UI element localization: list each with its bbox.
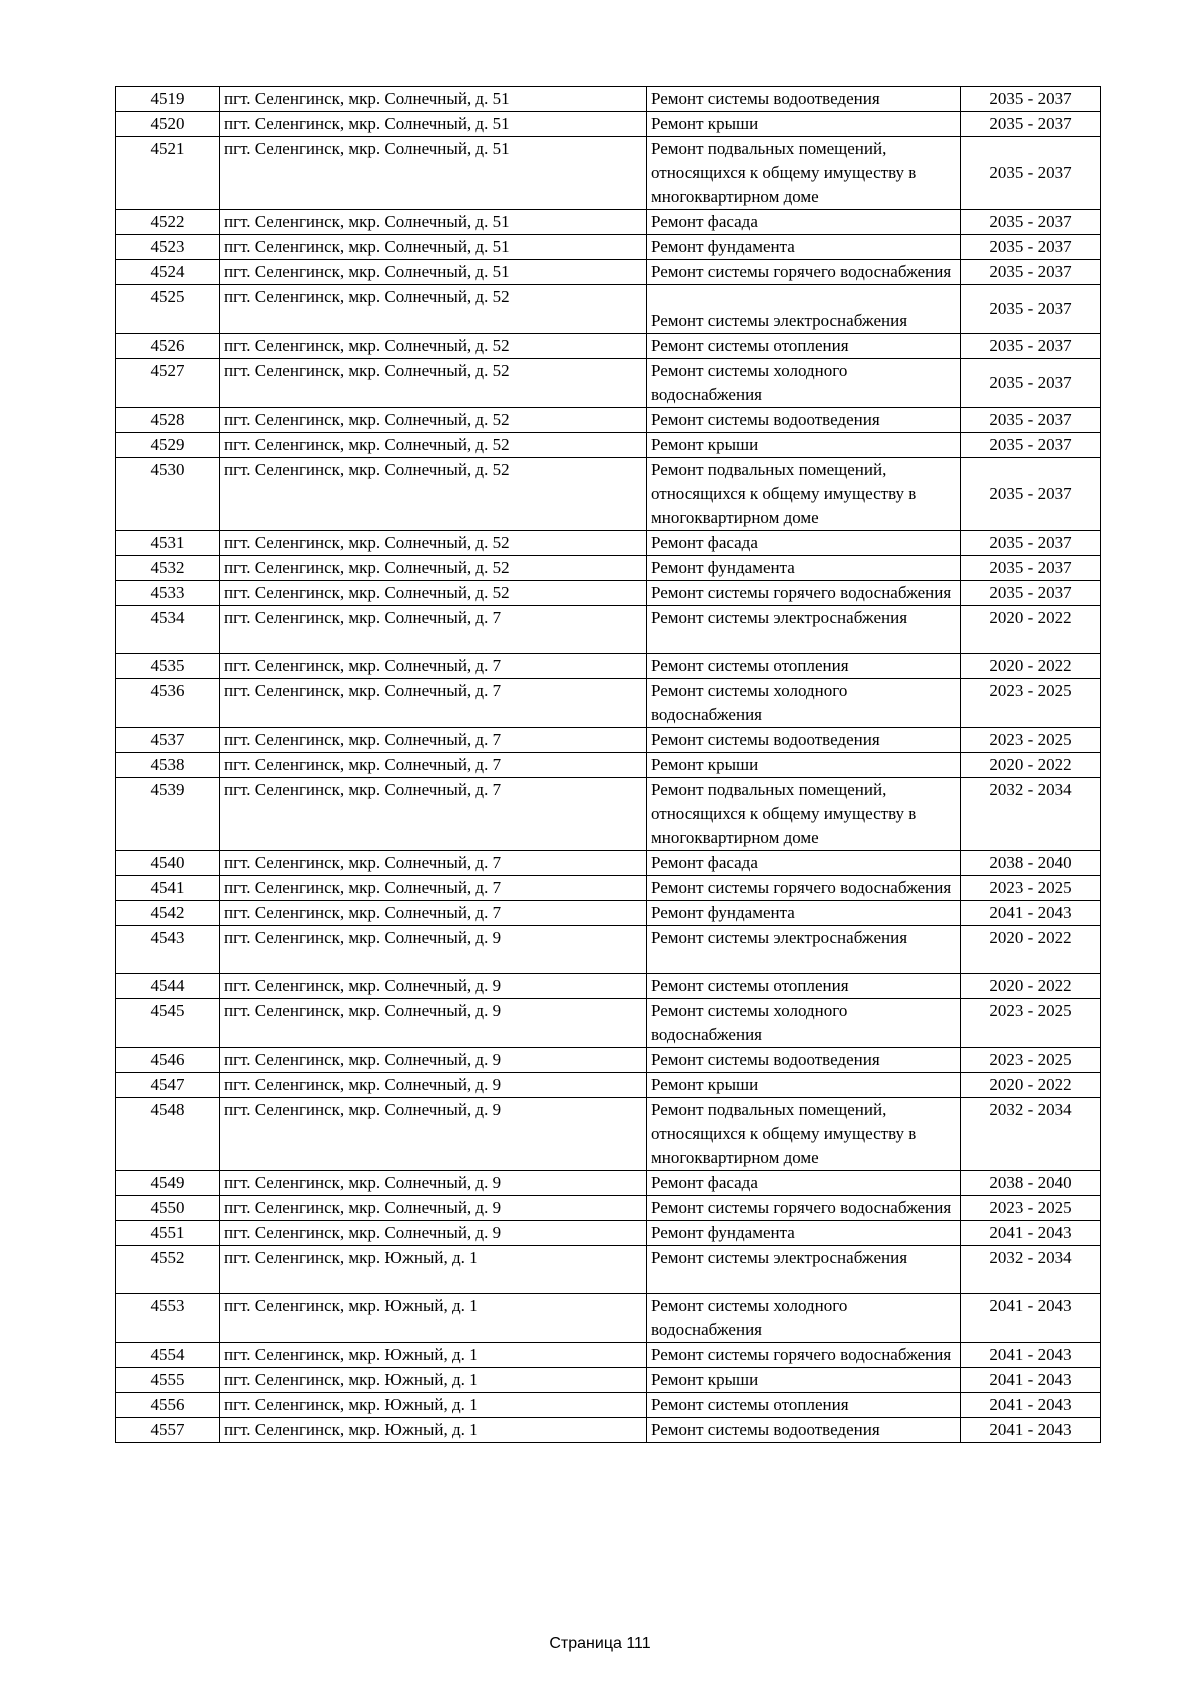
repair-schedule-table [115, 86, 1101, 1443]
work-type-cell: Ремонт фасада [647, 210, 961, 235]
row-number-cell: 4551 [116, 1221, 220, 1246]
row-number-cell: 4556 [116, 1393, 220, 1418]
work-type-cell: Ремонт крыши [647, 753, 961, 778]
table-row [116, 1343, 1101, 1368]
table-row [116, 1171, 1101, 1196]
address-cell: пгт. Селенгинск, мкр. Солнечный, д. 7 [220, 654, 647, 679]
period-cell: 2035 - 2037 [961, 112, 1101, 137]
work-type-cell: Ремонт фундамента [647, 901, 961, 926]
work-type-cell: Ремонт системы холодного водоснабжения [647, 359, 961, 408]
row-number-cell: 4540 [116, 851, 220, 876]
table-row [116, 556, 1101, 581]
table-row [116, 433, 1101, 458]
row-number-cell: 4541 [116, 876, 220, 901]
period-cell: 2038 - 2040 [961, 851, 1101, 876]
work-type-cell: Ремонт системы отопления [647, 1393, 961, 1418]
table-row [116, 334, 1101, 359]
work-type-cell: Ремонт системы водоотведения [647, 728, 961, 753]
row-number-cell: 4519 [116, 87, 220, 112]
row-number-cell: 4525 [116, 285, 220, 334]
table-row [116, 1368, 1101, 1393]
table-row [116, 901, 1101, 926]
row-number-cell: 4538 [116, 753, 220, 778]
period-cell: 2035 - 2037 [961, 210, 1101, 235]
address-cell: пгт. Селенгинск, мкр. Солнечный, д. 51 [220, 235, 647, 260]
address-cell: пгт. Селенгинск, мкр. Солнечный, д. 7 [220, 606, 647, 654]
row-number-cell: 4530 [116, 458, 220, 531]
address-cell: пгт. Селенгинск, мкр. Солнечный, д. 7 [220, 679, 647, 728]
period-cell: 2020 - 2022 [961, 753, 1101, 778]
address-cell: пгт. Селенгинск, мкр. Солнечный, д. 9 [220, 1073, 647, 1098]
table-row [116, 1196, 1101, 1221]
address-cell: пгт. Селенгинск, мкр. Солнечный, д. 51 [220, 87, 647, 112]
row-number-cell: 4536 [116, 679, 220, 728]
period-cell: 2023 - 2025 [961, 1048, 1101, 1073]
address-cell: пгт. Селенгинск, мкр. Южный, д. 1 [220, 1294, 647, 1343]
work-type-cell: Ремонт подвальных помещений, относящихся к общему имуществу в многоквартирном доме [647, 1098, 961, 1171]
period-cell: 2020 - 2022 [961, 926, 1101, 974]
row-number-cell: 4557 [116, 1418, 220, 1443]
period-cell: 2035 - 2037 [961, 137, 1101, 210]
period-cell: 2020 - 2022 [961, 606, 1101, 654]
table-row [116, 876, 1101, 901]
table-row [116, 1418, 1101, 1443]
period-cell: 2041 - 2043 [961, 901, 1101, 926]
work-type-cell: Ремонт системы водоотведения [647, 87, 961, 112]
address-cell: пгт. Селенгинск, мкр. Солнечный, д. 9 [220, 974, 647, 999]
period-cell: 2041 - 2043 [961, 1294, 1101, 1343]
address-cell: пгт. Селенгинск, мкр. Южный, д. 1 [220, 1418, 647, 1443]
address-cell: пгт. Селенгинск, мкр. Солнечный, д. 7 [220, 753, 647, 778]
work-type-cell: Ремонт фундамента [647, 1221, 961, 1246]
row-number-cell: 4528 [116, 408, 220, 433]
table-row [116, 210, 1101, 235]
address-cell: пгт. Селенгинск, мкр. Южный, д. 1 [220, 1246, 647, 1294]
row-number-cell: 4545 [116, 999, 220, 1048]
period-cell: 2035 - 2037 [961, 408, 1101, 433]
work-type-cell: Ремонт подвальных помещений, относящихся к общему имуществу в многоквартирном доме [647, 137, 961, 210]
row-number-cell: 4533 [116, 581, 220, 606]
work-type-cell: Ремонт подвальных помещений, относящихся к общему имуществу в многоквартирном доме [647, 778, 961, 851]
address-cell: пгт. Селенгинск, мкр. Солнечный, д. 9 [220, 1171, 647, 1196]
table-row [116, 260, 1101, 285]
work-type-cell: Ремонт системы водоотведения [647, 1418, 961, 1443]
address-cell: пгт. Селенгинск, мкр. Солнечный, д. 51 [220, 210, 647, 235]
table-row [116, 926, 1101, 974]
table-body [116, 87, 1101, 1443]
period-cell: 2038 - 2040 [961, 1171, 1101, 1196]
row-number-cell: 4549 [116, 1171, 220, 1196]
table-row [116, 728, 1101, 753]
page-number: Страница 111 [549, 1635, 651, 1652]
address-cell: пгт. Селенгинск, мкр. Солнечный, д. 52 [220, 458, 647, 531]
table-row [116, 1098, 1101, 1171]
work-type-cell: Ремонт системы холодного водоснабжения [647, 999, 961, 1048]
work-type-cell: Ремонт системы отопления [647, 974, 961, 999]
address-cell: пгт. Селенгинск, мкр. Солнечный, д. 52 [220, 556, 647, 581]
period-cell: 2023 - 2025 [961, 876, 1101, 901]
work-type-cell: Ремонт системы горячего водоснабжения [647, 876, 961, 901]
work-type-cell: Ремонт системы электроснабжения [647, 606, 961, 654]
period-cell: 2041 - 2043 [961, 1343, 1101, 1368]
table-row [116, 1246, 1101, 1294]
row-number-cell: 4522 [116, 210, 220, 235]
work-type-cell: Ремонт фундамента [647, 556, 961, 581]
table-row [116, 581, 1101, 606]
table-row [116, 137, 1101, 210]
row-number-cell: 4531 [116, 531, 220, 556]
period-cell: 2035 - 2037 [961, 458, 1101, 531]
table-row [116, 778, 1101, 851]
work-type-cell: Ремонт фасада [647, 851, 961, 876]
address-cell: пгт. Селенгинск, мкр. Южный, д. 1 [220, 1343, 647, 1368]
address-cell: пгт. Селенгинск, мкр. Солнечный, д. 9 [220, 1098, 647, 1171]
period-cell: 2035 - 2037 [961, 581, 1101, 606]
period-cell: 2035 - 2037 [961, 334, 1101, 359]
work-type-cell: Ремонт системы горячего водоснабжения [647, 1343, 961, 1368]
address-cell: пгт. Селенгинск, мкр. Солнечный, д. 7 [220, 851, 647, 876]
period-cell: 2035 - 2037 [961, 433, 1101, 458]
address-cell: пгт. Селенгинск, мкр. Солнечный, д. 7 [220, 876, 647, 901]
table-row [116, 1393, 1101, 1418]
period-cell: 2023 - 2025 [961, 999, 1101, 1048]
row-number-cell: 4527 [116, 359, 220, 408]
work-type-cell: Ремонт крыши [647, 1073, 961, 1098]
table-row [116, 999, 1101, 1048]
work-type-cell: Ремонт системы электроснабжения [647, 926, 961, 974]
row-number-cell: 4526 [116, 334, 220, 359]
row-number-cell: 4523 [116, 235, 220, 260]
table-row [116, 285, 1101, 334]
row-number-cell: 4555 [116, 1368, 220, 1393]
row-number-cell: 4543 [116, 926, 220, 974]
address-cell: пгт. Селенгинск, мкр. Солнечный, д. 52 [220, 581, 647, 606]
address-cell: пгт. Селенгинск, мкр. Солнечный, д. 51 [220, 260, 647, 285]
period-cell: 2020 - 2022 [961, 974, 1101, 999]
row-number-cell: 4521 [116, 137, 220, 210]
row-number-cell: 4554 [116, 1343, 220, 1368]
period-cell: 2035 - 2037 [961, 359, 1101, 408]
table-row [116, 531, 1101, 556]
address-cell: пгт. Селенгинск, мкр. Солнечный, д. 51 [220, 112, 647, 137]
table-row [116, 1073, 1101, 1098]
work-type-cell: Ремонт фасада [647, 531, 961, 556]
work-type-cell: Ремонт системы холодного водоснабжения [647, 679, 961, 728]
table-row [116, 753, 1101, 778]
work-type-cell: Ремонт фасада [647, 1171, 961, 1196]
table-row [116, 408, 1101, 433]
row-number-cell: 4552 [116, 1246, 220, 1294]
row-number-cell: 4539 [116, 778, 220, 851]
period-cell: 2023 - 2025 [961, 1196, 1101, 1221]
work-type-cell: Ремонт системы горячего водоснабжения [647, 581, 961, 606]
work-type-cell: Ремонт системы горячего водоснабжения [647, 1196, 961, 1221]
row-number-cell: 4547 [116, 1073, 220, 1098]
row-number-cell: 4546 [116, 1048, 220, 1073]
address-cell: пгт. Селенгинск, мкр. Солнечный, д. 52 [220, 359, 647, 408]
work-type-cell: Ремонт системы холодного водоснабжения [647, 1294, 961, 1343]
address-cell: пгт. Селенгинск, мкр. Солнечный, д. 52 [220, 334, 647, 359]
row-number-cell: 4529 [116, 433, 220, 458]
row-number-cell: 4537 [116, 728, 220, 753]
period-cell: 2035 - 2037 [961, 235, 1101, 260]
address-cell: пгт. Селенгинск, мкр. Солнечный, д. 7 [220, 778, 647, 851]
period-cell: 2035 - 2037 [961, 285, 1101, 334]
work-type-cell: Ремонт системы отопления [647, 654, 961, 679]
address-cell: пгт. Селенгинск, мкр. Солнечный, д. 9 [220, 926, 647, 974]
period-cell: 2041 - 2043 [961, 1418, 1101, 1443]
table-row [116, 235, 1101, 260]
period-cell: 2041 - 2043 [961, 1368, 1101, 1393]
period-cell: 2041 - 2043 [961, 1393, 1101, 1418]
work-type-cell: Ремонт системы электроснабжения [647, 285, 961, 334]
work-type-cell: Ремонт крыши [647, 112, 961, 137]
row-number-cell: 4550 [116, 1196, 220, 1221]
period-cell: 2041 - 2043 [961, 1221, 1101, 1246]
work-type-cell: Ремонт системы электроснабжения [647, 1246, 961, 1294]
period-cell: 2020 - 2022 [961, 1073, 1101, 1098]
period-cell: 2032 - 2034 [961, 1098, 1101, 1171]
address-cell: пгт. Селенгинск, мкр. Солнечный, д. 52 [220, 408, 647, 433]
table-row [116, 679, 1101, 728]
address-cell: пгт. Селенгинск, мкр. Солнечный, д. 9 [220, 999, 647, 1048]
period-cell: 2023 - 2025 [961, 679, 1101, 728]
period-cell: 2035 - 2037 [961, 87, 1101, 112]
table-row [116, 851, 1101, 876]
address-cell: пгт. Селенгинск, мкр. Южный, д. 1 [220, 1368, 647, 1393]
address-cell: пгт. Селенгинск, мкр. Солнечный, д. 7 [220, 901, 647, 926]
table-row [116, 458, 1101, 531]
table-row [116, 1048, 1101, 1073]
table-row [116, 606, 1101, 654]
work-type-cell: Ремонт системы водоотведения [647, 1048, 961, 1073]
period-cell: 2035 - 2037 [961, 260, 1101, 285]
work-type-cell: Ремонт системы отопления [647, 334, 961, 359]
work-type-cell: Ремонт подвальных помещений, относящихся к общему имуществу в многоквартирном доме [647, 458, 961, 531]
period-cell: 2035 - 2037 [961, 531, 1101, 556]
address-cell: пгт. Селенгинск, мкр. Солнечный, д. 52 [220, 433, 647, 458]
table-row [116, 87, 1101, 112]
table-row [116, 359, 1101, 408]
row-number-cell: 4548 [116, 1098, 220, 1171]
table-row [116, 112, 1101, 137]
row-number-cell: 4520 [116, 112, 220, 137]
row-number-cell: 4534 [116, 606, 220, 654]
work-type-cell: Ремонт крыши [647, 1368, 961, 1393]
row-number-cell: 4524 [116, 260, 220, 285]
work-type-cell: Ремонт фундамента [647, 235, 961, 260]
address-cell: пгт. Селенгинск, мкр. Солнечный, д. 52 [220, 531, 647, 556]
period-cell: 2020 - 2022 [961, 654, 1101, 679]
work-type-cell: Ремонт системы водоотведения [647, 408, 961, 433]
address-cell: пгт. Селенгинск, мкр. Южный, д. 1 [220, 1393, 647, 1418]
table-row [116, 1221, 1101, 1246]
address-cell: пгт. Селенгинск, мкр. Солнечный, д. 9 [220, 1048, 647, 1073]
table-row [116, 1294, 1101, 1343]
row-number-cell: 4553 [116, 1294, 220, 1343]
address-cell: пгт. Селенгинск, мкр. Солнечный, д. 51 [220, 137, 647, 210]
address-cell: пгт. Селенгинск, мкр. Солнечный, д. 52 [220, 285, 647, 334]
table-row [116, 654, 1101, 679]
address-cell: пгт. Селенгинск, мкр. Солнечный, д. 9 [220, 1196, 647, 1221]
row-number-cell: 4544 [116, 974, 220, 999]
address-cell: пгт. Селенгинск, мкр. Солнечный, д. 7 [220, 728, 647, 753]
row-number-cell: 4535 [116, 654, 220, 679]
period-cell: 2023 - 2025 [961, 728, 1101, 753]
period-cell: 2032 - 2034 [961, 1246, 1101, 1294]
work-type-cell: Ремонт крыши [647, 433, 961, 458]
work-type-cell: Ремонт системы горячего водоснабжения [647, 260, 961, 285]
address-cell: пгт. Селенгинск, мкр. Солнечный, д. 9 [220, 1221, 647, 1246]
row-number-cell: 4542 [116, 901, 220, 926]
table-row [116, 974, 1101, 999]
period-cell: 2035 - 2037 [961, 556, 1101, 581]
period-cell: 2032 - 2034 [961, 778, 1101, 851]
row-number-cell: 4532 [116, 556, 220, 581]
